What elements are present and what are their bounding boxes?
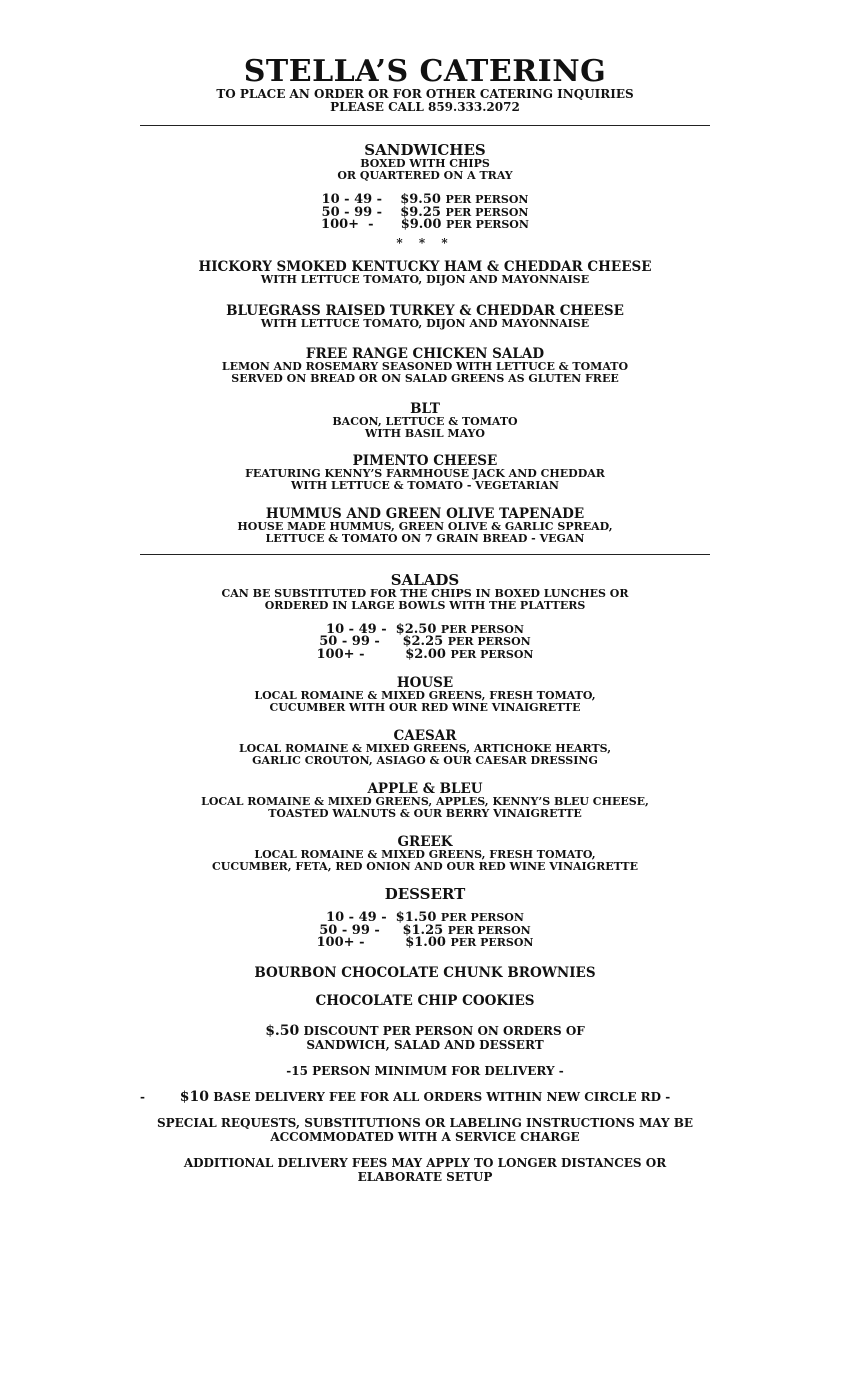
section-title: SALADS [390,570,460,589]
price-tiers [0,194,850,232]
item-name: BLT [410,400,440,417]
price-tier: 50 - 99 - $1.25 PER PERSON [319,922,531,938]
separator-stars: * * * [396,235,454,250]
price-tier: 100+ - $2.00 PER PERSON [316,646,534,662]
sandwiches-section [0,143,850,545]
additional-fees: ADDITIONAL DELIVERY FEES MAY APPLY TO LONGER DISTANCES OR [183,1155,667,1170]
item-description: WITH LETTUCE & TOMATO - VEGETARIAN [291,478,559,492]
business-title: STELLA’S CATERING [243,54,607,89]
salads-section [0,570,850,874]
item-description: LOCAL ROMAINE & MIXED GREENS, APPLES, KENNY’S BLEU CHEESE, [201,795,649,808]
discount-note-line2: SANDWICH, SALAD AND DESSERT [306,1037,544,1052]
divider-middle [140,554,710,555]
item-name: FREE RANGE CHICKEN SALAD [305,345,545,362]
menu-item [0,402,850,440]
section-title: DESSERT [384,885,466,903]
item-name: HOUSE [396,675,454,691]
order-instructions: TO PLACE AN ORDER OR FOR OTHER CATERING INQUIRIES [216,87,634,101]
item-name: APPLE & BLEU [367,781,483,797]
price-tier: 10 - 49 - $2.50 PER PERSON [326,621,524,637]
menu-item [0,347,850,385]
price-tier: 100+ - $9.00 PER PERSON [321,217,529,232]
item-name: CAESAR [393,728,457,744]
item-name: CHOCOLATE CHIP COOKIES [315,992,535,1009]
price-tiers [0,621,850,662]
item-description: GARLIC CROUTON, ASIAGO & OUR CAESAR DRESSING [252,754,598,767]
price-tier: 10 - 49 - $9.50 PER PERSON [321,192,529,207]
section-title: SANDWICHES [364,141,486,159]
item-name: HICKORY SMOKED KENTUCKY HAM & CHEDDAR CHEESE [198,258,652,275]
item-description: LEMON AND ROSEMARY SEASONED WITH LETTUCE & TOMATO [221,359,629,373]
item-description: LOCAL ROMAINE & MIXED GREENS, FRESH TOMATO, [254,848,596,861]
menu-item [0,729,850,767]
item-description: FEATURING KENNY’S FARMHOUSE JACK AND CHEDDAR [245,466,605,480]
item-description: WITH BASIL MAYO [365,426,485,440]
item-description: HOUSE MADE HUMMUS, GREEN OLIVE & GARLIC SPREAD, [237,519,613,533]
divider-top [140,125,710,126]
item-description: TOASTED WALNUTS & OUR BERRY VINAIGRETTE [268,807,582,820]
delivery-fee: - $10 BASE DELIVERY FEE FOR ALL ORDERS WITHIN NEW CIRCLE RD - [140,1088,671,1105]
menu-item [0,260,850,286]
item-description: CUCUMBER, FETA, RED ONION AND OUR RED WINE VINAIGRETTE [212,860,638,873]
menu-item [0,782,850,820]
item-name: BLUEGRASS RAISED TURKEY & CHEDDAR CHEESE [226,302,624,319]
menu-item [0,507,850,545]
item-description: SERVED ON BREAD OR ON SALAD GREENS AS GLUTEN FREE [231,371,619,385]
item-description: WITH LETTUCE TOMATO, DIJON AND MAYONNAISE [260,272,590,286]
menu-item [0,304,850,330]
price-tier: 50 - 99 - $2.25 PER PERSON [319,634,531,649]
price-tiers [0,912,850,950]
order-notes [0,1024,850,1184]
special-requests: SPECIAL REQUESTS, SUBSTITUTIONS OR LABELING INSTRUCTIONS MAY BE [156,1115,694,1130]
section-subtitle: OR QUARTERED ON A TRAY [337,169,513,182]
price-tier: 100+ - $1.00 PER PERSON [316,935,534,950]
item-name: GREEK [397,834,453,850]
item-description: CUCUMBER WITH OUR RED WINE VINAIGRETTE [269,701,581,714]
item-description: LOCAL ROMAINE & MIXED GREENS, ARTICHOKE HEARTS, [238,742,612,755]
menu-item [0,454,850,492]
section-subtitle: BOXED WITH CHIPS [360,157,490,170]
menu-item [0,835,850,873]
section-subtitle: ORDERED IN LARGE BOWLS WITH THE PLATTERS [264,598,586,612]
phone-number: PLEASE CALL 859.333.2072 [330,100,520,114]
item-description: BACON, LETTUCE & TOMATO [332,414,518,428]
item-name: HUMMUS AND GREEN OLIVE TAPENADE [265,505,585,522]
price-tier: 10 - 49 - $1.50 PER PERSON [326,910,524,925]
item-name: PIMENTO CHEESE [352,452,498,469]
item-description: LETTUCE & TOMATO ON 7 GRAIN BREAD - VEGAN [265,531,585,545]
section-subtitle: CAN BE SUBSTITUTED FOR THE CHIPS IN BOXED LUNCHES OR [221,586,629,600]
special-requests-line2: ACCOMMODATED WITH A SERVICE CHARGE [270,1129,580,1144]
item-description: WITH LETTUCE TOMATO, DIJON AND MAYONNAISE [260,316,590,330]
menu-item [0,676,850,714]
dessert-section [0,887,850,1008]
menu-header [0,56,850,114]
item-description: LOCAL ROMAINE & MIXED GREENS, FRESH TOMATO, [254,689,596,702]
additional-fees-line2: ELABORATE SETUP [357,1169,493,1184]
discount-note: $.50 DISCOUNT PER PERSON ON ORDERS OF [265,1022,585,1039]
price-tier: 50 - 99 - $9.25 PER PERSON [321,204,529,220]
item-name: BOURBON CHOCOLATE CHUNK BROWNIES [254,964,596,981]
delivery-minimum: -15 PERSON MINIMUM FOR DELIVERY - [286,1063,564,1078]
